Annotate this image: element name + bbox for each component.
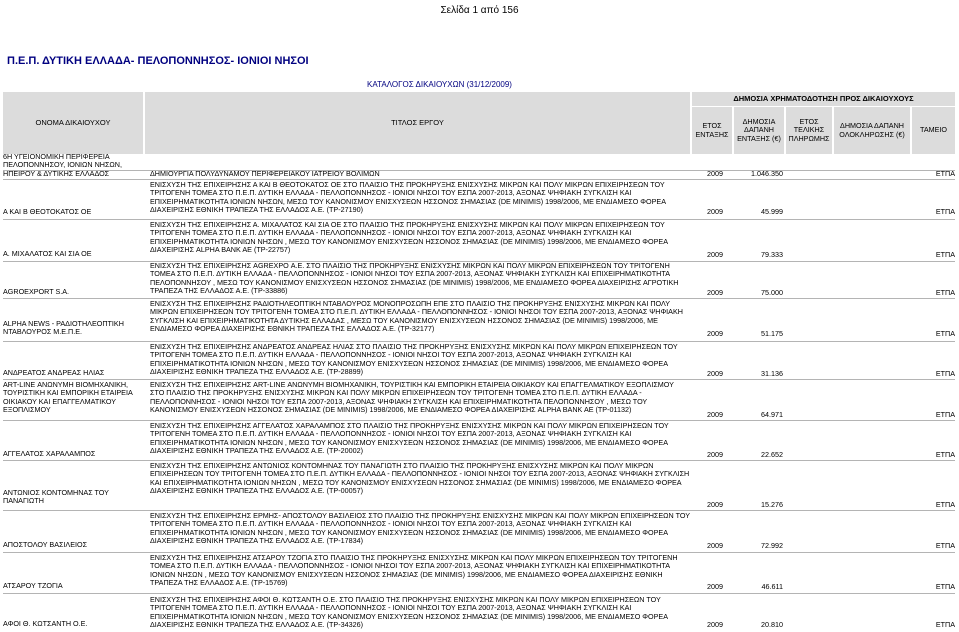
public-expense: 51.175 (761, 329, 783, 338)
fund-label: ΕΤΠΑ (935, 582, 955, 591)
column-header-project: ΤΙΤΛΟΣ ΕΡΓΟΥ (145, 92, 690, 154)
fund-label: ΕΤΠΑ (935, 410, 955, 419)
public-expense: 20.810 (761, 620, 783, 629)
beneficiary-name: ΑΤΣΑΡΟΥ ΤΖΟΓΙΑ (3, 581, 63, 590)
beneficiary-name: ALPHA NEWS - ΡΑΔΙΟΤΗΛΕΟΠΤΙΚΗ ΝΤΑΒΛΟΥΡΟΣ Μ.Ε.Π.Ε. (3, 319, 124, 337)
beneficiary-name: ΑΓΓΕΛΑΤΟΣ ΧΑΡΑΛΑΜΠΟΣ (3, 449, 96, 458)
public-expense: 31.136 (761, 369, 783, 378)
beneficiary-name: ART-LINE ΑΝΩΝΥΜΗ ΒΙΟΜΗΧΑΝΙΚΗ, ΤΟΥΡΙΣΤΙΚΗ ΚΑΙ ΕΜΠΟΡΙΚΗ ΕΤΑΙΡΕΙΑ ΟΙΚΙΑΚΟΥ ΚΑΙ ΕΠΑΓΓΕΛΜΑΤΙΚΟΥ ΕΞΟΠΛΙΣΜΟΥ (3, 380, 133, 415)
project-title: ΕΝΙΣΧΥΣΗ ΤΗΣ ΕΠΙΧΕΙΡΗΣΗΣ ΕΡΜΗΣ- ΑΠΟΣΤΟΛΟΥ ΒΑΣΙΛΕΙΟΣ ΣΤΟ ΠΛΑΙΣΙΟ ΤΗΣ ΠΡΟΚΗΡΥΞΗΣ ΕΝΙΣΧΥΣΗΣ ΜΙΚΡΩΝ ΚΑΙ ΠΟΛΥ ΜΙΚΡΩΝ ΕΠΙΧΕΙΡΗΣΕΩΝ ΤΟΥ ΤΡΙΤΟΓΕΝΗ ΤΟΜΕΑ ΣΤΟ Π.Ε.Π. ΔΥΤΙΚΗ ΕΛΛΑΔΑ - ΠΕΛΛΟΠΟΝΝΗΣΟΣ - ΙΟΝΙΟΙ ΝΗΣΟΙ ΤΟΥ ΕΣΠΑ 2007-2013, ΑΞΟΝΑΣ ΨΗΦΙΑΚΗ ΣΥΓΚΛΙΣΗ ΚΑΙ ΕΠΙΧΕΙΡΗΜΑΤΙΚΟΤΗΤΑ ΙΟΝΙΩΝ ΝΗΣΩΝ , ΜΕΣΩ ΤΟΥ ΚΑΝΟΝΙΣΜΟΥ ΕΝΙΣΧΥΣΕΩΝ ΗΣΣΟΝΟΣ ΣΗΜΑΣΙΑΣ (DE MINIMIS) 1998/2006, ΜΕ ΕΝΔΙΑΜΕΣΟ ΦΟΡΕΑ ΔΙΑΧΕΙΡΙΣΗΣ ΕΘΝΙΚΗ ΤΡΑΠΕΖΑ ΤΗΣ ΕΛΛΑΔΟΣ Α.Ε. (ΤΡ-17834) (150, 511, 690, 546)
public-expense: 15.276 (761, 500, 783, 509)
inclusion-year: 2009 (707, 169, 723, 178)
project-title: ΕΝΙΣΧΥΣΗ ΤΗΣ ΕΠΙΧΕΙΡΗΣΗΣ ART-LINE ΑΝΩΝΥΜΗ ΒΙΟΜΗΧΑΝΙΚΗ, ΤΟΥΡΙΣΤΙΚΗ ΚΑΙ ΕΜΠΟΡΙΚΗ ΕΤΑΙΡΕΙΑ ΟΙΚΙΑΚΟΥ ΚΑΙ ΕΠΑΓΓΕΛΜΑΤΙΚΟΥ ΕΞΟΠΛΙΣΜΟΥ ΣΤΟ ΠΛΑΙΣΙΟ ΤΗΣ ΠΡΟΚΗΡΥΞΗΣ ΕΝΙΣΧΥΣΗΣ ΜΙΚΡΩΝ ΚΑΙ ΠΟΛΥ ΜΙΚΡΩΝ ΕΠΙΧΕΙΡΗΣΕΩΝ ΤΟΥ ΤΡΙΤΟΓΕΝΗ ΤΟΜΕΑ ΣΤΟ Π.Ε.Π. ΔΥΤΙΚΗ ΕΛΛΑΔΑ - ΠΕΛΛΟΠΟΝΝΗΣΟΣ - ΙΟΝΙΟΙ ΝΗΣΟΙ ΤΟΥ ΕΣΠΑ 2007-2013, ΑΞΟΝΑΣ ΨΗΦΙΑΚΗ ΣΥΓΚΛΙΣΗ ΚΑΙ ΕΠΙΧΕΙΡΗΜΑΤΙΚΟΤΗΤΑ ΠΕΛΟΠΟΝΝΗΣΟΥ , ΜΕΣΩ ΤΟΥ ΚΑΝΟΝΙΣΜΟΥ ΕΝΙΣΧΥΣΕΩΝ ΗΣΣΟΝΟΣ ΣΗΜΑΣΙΑΣ (DE MINIMIS) 1998/2006, ΜΕ ΕΝΔΙΑΜΕΣΟ ΦΟΡΕΑ ΔΙΑΧΕΙΡΙΣΗΣ ALPHA BANK AE (ΤΡ-01132) (150, 380, 674, 415)
public-expense: 22.652 (761, 450, 783, 459)
fund-label: ΕΤΠΑ (935, 620, 955, 629)
inclusion-year: 2009 (707, 582, 723, 591)
beneficiary-name: ΑΦΟΙ Θ. ΚΩΤΣΑΝΤΗ Ο.Ε. (3, 619, 88, 628)
fund-label: ΕΤΠΑ (935, 450, 955, 459)
column-header-year-inclusion: ΕΤΟΣ ΕΝΤΑΞΗΣ (692, 107, 732, 154)
fund-label: ΕΤΠΑ (935, 250, 955, 259)
beneficiary-name: ΑΝΤΩΝΙΟΣ ΚΟΝΤΟΜΗΝΑΣ ΤΟΥ ΠΑΝΑΓΙΩΤΗ (3, 488, 109, 506)
project-title: ΕΝΙΣΧΥΣΗ ΤΗΣ ΕΠΙΧΕΙΡΗΣΗΣ ΑΝΤΩΝΙΟΣ ΚΟΝΤΟΜΗΝΑΣ ΤΟΥ ΠΑΝΑΓΙΩΤΗ ΣΤΟ ΠΛΑΙΣΙΟ ΤΗΣ ΠΡΟΚΗΡΥΞΗΣ ΕΝΙΣΧΥΣΗΣ ΜΙΚΡΩΝ ΚΑΙ ΠΟΛΥ ΜΙΚΡΩΝ ΕΠΙΧΕΙΡΗΣΕΩΝ ΤΟΥ ΤΡΙΤΟΓΕΝΗ ΤΟΜΕΑ ΣΤΟ Π.Ε.Π. ΔΥΤΙΚΗ ΕΛΛΑΔΑ - ΠΕΛΛΟΠΟΝΝΗΣΟΣ - ΙΟΝΙΟΙ ΝΗΣΟΙ ΤΟΥ ΕΣΠΑ 2007-2013, ΑΞΟΝΑΣ ΨΗΦΙΑΚΗ ΣΥΓΚΛΙΣΗ ΚΑΙ ΕΠΙΧΕΙΡΗΜΑΤΙΚΟΤΗΤΑ ΙΟΝΙΩΝ ΝΗΣΩΝ , ΜΕΣΩ ΤΟΥ ΚΑΝΟΝΙΣΜΟΥ ΕΝΙΣΧΥΣΕΩΝ ΗΣΣΟΝΟΣ ΣΗΜΑΣΙΑΣ (DE MINIMIS) 1998/2006, ΜΕ ΕΝΔΙΑΜΕΣΟ ΦΟΡΕΑ ΔΙΑΧΕΙΡΙΣΗΣ ΕΘΝΙΚΗ ΤΡΑΠΕΖΑ ΤΗΣ ΕΛΛΑΔΟΣ Α.Ε. (ΤΡ-00057) (150, 461, 690, 496)
project-title: ΕΝΙΣΧΥΣΗ ΤΗΣ ΕΠΙΧΕΙΡΗΣΗΣ AGREXPO Α.Ε. ΣΤΟ ΠΛΑΙΣΙΟ ΤΗΣ ΠΡΟΚΗΡΥΞΗΣ ΕΝΙΣΧΥΣΗΣ ΜΙΚΡΩΝ ΚΑΙ ΠΟΛΥ ΜΙΚΡΩΝ ΕΠΙΧΕΙΡΗΣΕΩΝ ΤΟΥ ΤΡΙΤΟΓΕΝΗ ΤΟΜΕΑ ΣΤΟ Π.Ε.Π. ΔΥΤΙΚΗ ΕΛΛΑΔΑ - ΠΕΛΛΟΠΟΝΝΗΣΟΣ - ΙΟΝΙΟΙ ΝΗΣΟΙ ΤΟΥ ΕΣΠΑ 2007-2013, ΑΞΟΝΑΣ ΨΗΦΙΑΚΗ ΣΥΓΚΛΙΣΗ ΚΑΙ ΕΠΙΧΕΙΡΗΜΑΤΙΚΟΤΗΤΑ ΠΕΛΟΠΟΝΝΗΣΟΥ , ΜΕΣΩ ΤΟΥ ΚΑΝΟΝΙΣΜΟΥ ΕΝΙΣΧΥΣΕΩΝ ΗΣΣΟΝΟΣ ΣΗΜΑΣΙΑΣ (DE MINIMIS) 1998/2006, ΜΕ ΕΝΔΙΑΜΕΣΟ ΦΟΡΕΑ ΔΙΑΧΕΙΡΙΣΗΣ ΑΓΡΟΤΙΚΗ ΤΡΑΠΕΖΑ ΤΗΣ ΕΛΛΑΔΟΣ Α.Ε. (ΤΡ-33886) (150, 261, 679, 296)
column-header-fund: ΤΑΜΕΙΟ (912, 107, 955, 154)
row-divider (3, 593, 955, 594)
inclusion-year: 2009 (707, 500, 723, 509)
project-title: ΕΝΙΣΧΥΣΗ ΤΗΣ ΕΠΙΧΕΙΡΗΣΗΣ ΑΝΔΡΕΑΤΟΣ ΑΝΔΡΕΑΣ ΗΛΙΑΣ ΣΤΟ ΠΛΑΙΣΙΟ ΤΗΣ ΠΡΟΚΗΡΥΞΗΣ ΕΝΙΣΧΥΣΗΣ ΜΙΚΡΩΝ ΚΑΙ ΠΟΛΥ ΜΙΚΡΩΝ ΕΠΙΧΕΙΡΗΣΕΩΝ ΤΟΥ ΤΡΙΤΟΓΕΝΗ ΤΟΜΕΑ ΣΤΟ Π.Ε.Π. ΔΥΤΙΚΗ ΕΛΛΑΔΑ - ΠΕΛΛΟΠΟΝΝΗΣΟΣ - ΙΟΝΙΟΙ ΝΗΣΟΙ ΤΟΥ ΕΣΠΑ 2007-2013, ΑΞΟΝΑΣ ΨΗΦΙΑΚΗ ΣΥΓΚΛΙΣΗ ΚΑΙ ΕΠΙΧΕΙΡΗΜΑΤΙΚΟΤΗΤΑ ΙΟΝΙΩΝ ΝΗΣΩΝ , ΜΕΣΩ ΤΟΥ ΚΑΝΟΝΙΣΜΟΥ ΕΝΙΣΧΥΣΕΩΝ ΗΣΣΟΝΟΣ ΣΗΜΑΣΙΑΣ (DE MINIMIS) 1998/2006, ΜΕ ΕΝΔΙΑΜΕΣΟ ΦΟΡΕΑ ΔΙΑΧΕΙΡΙΣΗΣ ΕΘΝΙΚΗ ΤΡΑΠΕΖΑ ΤΗΣ ΕΛΛΑΔΟΣ Α.Ε. (ΤΡ-28899) (150, 342, 678, 377)
inclusion-year: 2009 (707, 288, 723, 297)
beneficiary-name: Α ΚΑΙ Β ΘΕΟΤΟΚΑΤΟΣ ΟΕ (3, 207, 92, 216)
public-expense: 1.046.350 (751, 169, 783, 178)
beneficiary-name: Α. ΜΙΧΑΛΑΤΟΣ ΚΑΙ ΣΙΑ ΟΕ (3, 249, 92, 258)
inclusion-year: 2009 (707, 450, 723, 459)
project-title: ΔΗΜΙΟΥΡΓΙΑ ΠΟΛΥΔΥΝΑΜΟΥ ΠΕΡΙΦΕΡΕΙΑΚΟΥ ΙΑΤΡΕΙΟΥ ΒΟΛΙΜΩΝ (150, 169, 380, 178)
inclusion-year: 2009 (707, 207, 723, 216)
inclusion-year: 2009 (707, 369, 723, 378)
public-expense: 45.999 (761, 207, 783, 216)
column-header-final-payment-year: ΕΤΟΣ ΤΕΛΙΚΗΣ ΠΛΗΡΩΜΗΣ (786, 107, 832, 154)
inclusion-year: 2009 (707, 250, 723, 259)
inclusion-year: 2009 (707, 541, 723, 550)
column-header-expense-completion: ΔΗΜΟΣΙΑ ΔΑΠΑΝΗ ΟΛΟΚΛΗΡΩΣΗΣ (€) (834, 107, 910, 154)
project-title: ΕΝΙΣΧΥΣΗ ΤΗΣ ΕΠΙΧΕΙΡΗΣΗΣ Α ΚΑΙ Β ΘΕΟΤΟΚΑΤΟΣ ΟΕ ΣΤΟ ΠΛΑΙΣΙΟ ΤΗΣ ΠΡΟΚΗΡΥΞΗΣ ΕΝΙΣΧΥΣΗΣ ΜΙΚΡΩΝ ΚΑΙ ΠΟΛΥ ΜΙΚΡΩΝ ΕΠΙΧΕΙΡΗΣΕΩΝ ΤΟΥ ΤΡΙΤΟΓΕΝΗ ΤΟΜΕΑ ΣΤΟ Π.Ε.Π. ΔΥΤΙΚΗ ΕΛΛΑΔΑ - ΠΕΛΛΟΠΟΝΝΗΣΟΣ - ΙΟΝΙΟΙ ΝΗΣΟΙ ΤΟΥ ΕΣΠΑ 2007-2013, ΑΞΟΝΑΣ ΨΗΦΙΑΚΗ ΣΥΓΚΛΙΣΗ ΚΑΙ ΕΠΙΧΕΙΡΗΜΑΤΙΚΟΤΗΤΑ ΙΟΝΙΩΝ ΝΗΣΩΝ, ΜΕΣΩ ΤΟΥ ΚΑΝΟΝΙΣΜΟΥ ΕΝΙΣΧΥΣΕΩΝ ΗΣΣΟΝΟΣ ΣΗΜΑΣΙΑΣ (DE MINIMIS) 1998/2006, ΜΕ ΕΝΔΙΑΜΕΣΟ ΦΟΡΕΑ ΔΙΑΧΕΙΡΙΣΗΣ ΕΘΝΙΚΗ ΤΡΑΠΕΖΑ ΤΗΣ ΕΛΛΑΔΟΣ Α.Ε. (ΤΡ-27190) (150, 180, 666, 215)
public-expense: 75.000 (761, 288, 783, 297)
fund-label: ΕΤΠΑ (935, 541, 955, 550)
fund-label: ΕΤΠΑ (935, 369, 955, 378)
beneficiary-name: ΑΠΟΣΤΟΛΟΥ ΒΑΣΙΛΕΙΟΣ (3, 540, 88, 549)
beneficiary-name: ΑΝΔΡΕΑΤΟΣ ΑΝΔΡΕΑΣ ΗΛΙΑΣ (3, 368, 105, 377)
public-expense: 72.992 (761, 541, 783, 550)
region-title: Π.Ε.Π. ΔΥΤΙΚΗ ΕΛΛΑΔΑ- ΠΕΛΟΠΟΝΝΗΣΟΣ- ΙΟΝΙΟΙ ΝΗΣΟΙ (7, 55, 309, 67)
public-expense: 64.971 (761, 410, 783, 419)
inclusion-year: 2009 (707, 620, 723, 629)
inclusion-year: 2009 (707, 329, 723, 338)
beneficiary-name: 6Η ΥΓΕΙΟΝΟΜΙΚΗ ΠΕΡΙΦΕΡΕΙΑ ΠΕΛΟΠΟΝΝΗΣΟΥ, ΙΟΝΙΩΝ ΝΗΣΩΝ, ΗΠΕΙΡΟΥ & ΔΥΤΙΚΗΣ ΕΛΛΑΔΟΣ (3, 152, 122, 178)
project-title: ΕΝΙΣΧΥΣΗ ΤΗΣ ΕΠΙΧΕΙΡΗΣΗΣ ΑΦΟΙ Θ. ΚΩΤΣΑΝΤΗ Ο.Ε. ΣΤΟ ΠΛΑΙΣΙΟ ΤΗΣ ΠΡΟΚΗΡΥΞΗΣ ΕΝΙΣΧΥΣΗΣ ΜΙΚΡΩΝ ΚΑΙ ΠΟΛΥ ΜΙΚΡΩΝ ΕΠΙΧΕΙΡΗΣΕΩΝ ΤΟΥ ΤΡΙΤΟΓΕΝΗ ΤΟΜΕΑ ΣΤΟ Π.Ε.Π. ΔΥΤΙΚΗ ΕΛΛΑΔΑ - ΠΕΛΛΟΠΟΝΝΗΣΟΣ - ΙΟΝΙΟΙ ΝΗΣΟΙ ΤΟΥ ΕΣΠΑ 2007-2013, ΑΞΟΝΑΣ ΨΗΦΙΑΚΗ ΣΥΓΚΛΙΣΗ ΚΑΙ ΕΠΙΧΕΙΡΗΜΑΤΙΚΟΤΗΤΑ ΙΟΝΙΩΝ ΝΗΣΩΝ , ΜΕΣΩ ΤΟΥ ΚΑΝΟΝΙΣΜΟΥ ΕΝΙΣΧΥΣΕΩΝ ΗΣΣΟΝΟΣ ΣΗΜΑΣΙΑΣ (DE MINIMIS) 1998/2006, ΜΕ ΕΝΔΙΑΜΕΣΟ ΦΟΡΕΑ ΔΙΑΧΕΙΡΙΣΗΣ ΕΘΝΙΚΗ ΤΡΑΠΕΖΑ ΤΗΣ ΕΛΛΑΔΟΣ Α.Ε. (ΤΡ-34326) (150, 595, 668, 630)
project-title: ΕΝΙΣΧΥΣΗ ΤΗΣ ΕΠΙΧΕΙΡΗΣΗΣ ΑΓΓΕΛΑΤΟΣ ΧΑΡΑΛΑΜΠΟΣ ΣΤΟ ΠΛΑΙΣΙΟ ΤΗΣ ΠΡΟΚΗΡΥΞΗΣ ΕΝΙΣΧΥΣΗΣ ΜΙΚΡΩΝ ΚΑΙ ΠΟΛΥ ΜΙΚΡΩΝ ΕΠΙΧΕΙΡΗΣΕΩΝ ΤΟΥ ΤΡΙΤΟΓΕΝΗ ΤΟΜΕΑ ΣΤΟ Π.Ε.Π. ΔΥΤΙΚΗ ΕΛΛΑΔΑ - ΠΕΛΛΟΠΟΝΝΗΣΟΣ - ΙΟΝΙΟΙ ΝΗΣΟΙ ΤΟΥ ΕΣΠΑ 2007-2013, ΑΞΟΝΑΣ ΨΗΦΙΑΚΗ ΣΥΓΚΛΙΣΗ ΚΑΙ ΕΠΙΧΕΙΡΗΜΑΤΙΚΟΤΗΤΑ ΙΟΝΙΩΝ ΝΗΣΩΝ , ΜΕΣΩ ΤΟΥ ΚΑΝΟΝΙΣΜΟΥ ΕΝΙΣΧΥΣΕΩΝ ΗΣΣΟΝΟΣ ΣΗΜΑΣΙΑΣ (DE MINIMIS) 1998/2006, ΜΕ ΕΝΔΙΑΜΕΣΟ ΦΟΡΕΑ ΔΙΑΧΕΙΡΙΣΗΣ ΕΘΝΙΚΗ ΤΡΑΠΕΖΑ ΤΗΣ ΕΛΛΑΔΟΣ Α.Ε. (ΤΡ-20002) (150, 421, 669, 456)
project-title: ΕΝΙΣΧΥΣΗ ΤΗΣ ΕΠΙΧΕΙΡΗΣΗΣ ΡΑΔΙΟΤΗΛΕΟΠΤΙΚΗ ΝΤΑΒΛΟΥΡΟΣ ΜΟΝΟΠΡΟΣΩΠΗ ΕΠΕ ΣΤΟ ΠΛΑΙΣΙΟ ΤΗΣ ΠΡΟΚΗΡΥΞΗΣ ΕΝΙΣΧΥΣΗΣ ΜΙΚΡΩΝ ΚΑΙ ΠΟΛΥ ΜΙΚΡΩΝ ΕΠΙΧΕΙΡΗΣΕΩΝ ΤΟΥ ΤΡΙΤΟΓΕΝΗ ΤΟΜΕΑ ΣΤΟ Π.Ε.Π. ΔΥΤΙΚΗ ΕΛΛΑΔΑ - ΠΕΛΛΟΠΟΝΝΗΣΟΣ - ΙΟΝΙΟΙ ΝΗΣΟΙ ΤΟΥ ΕΣΠΑ 2007-2013, ΑΞΟΝΑΣ ΨΗΦΙΑΚΗ ΣΥΓΚΛΙΣΗ ΚΑΙ ΕΠΙΧΕΙΡΗΜΑΤΙΚΟΤΗΤΑ ΔΥΤΙΚΗΣ ΕΛΛΑΔΑΣ , ΜΕΣΩ ΤΟΥ ΚΑΝΟΝΙΣΜΟΥ ΕΝΙΣΧΥΣΕΩΝ ΗΣΣΟΝΟΣ ΣΗΜΑΣΙΑΣ (DE MINIMIS) 1998/2006, ΜΕ ΕΝΔΙΑΜΕΣΟ ΦΟΡΕΑ ΔΙΑΧΕΙΡΙΣΗΣ ΕΘΝΙΚΗ ΤΡΑΠΕΖΑ ΤΗΣ ΕΛΛΑΔΟΣ Α.Ε. (ΤΡ-32177) (150, 299, 683, 334)
project-title: ΕΝΙΣΧΥΣΗ ΤΗΣ ΕΠΙΧΕΙΡΗΣΗΣ ΑΤΣΑΡΟΥ ΤΖΟΓΙΑ ΣΤΟ ΠΛΑΙΣΙΟ ΤΗΣ ΠΡΟΚΗΡΥΞΗΣ ΕΝΙΣΧΥΣΗΣ ΜΙΚΡΩΝ ΚΑΙ ΠΟΛΥ ΜΙΚΡΩΝ ΕΠΙΧΕΙΡΗΣΕΩΝ ΤΟΥ ΤΡΙΤΟΓΕΝΗ ΤΟΜΕΑ ΣΤΟ Π.Ε.Π. ΔΥΤΙΚΗ ΕΛΛΑΔΑ - ΠΕΛΛΟΠΟΝΝΗΣΟΣ - ΙΟΝΙΟΙ ΝΗΣΟΙ ΤΟΥ ΕΣΠΑ 2007-2013, ΑΞΟΝΑΣ ΨΗΦΙΑΚΗ ΣΥΓΚΛΙΣΗ ΚΑΙ ΕΠΙΧΕΙΡΗΜΑΤΙΚΟΤΗΤΑ ΙΟΝΙΩΝ ΝΗΣΩΝ , ΜΕΣΩ ΤΟΥ ΚΑΝΟΝΙΣΜΟΥ ΕΝΙΣΧΥΣΕΩΝ ΗΣΣΟΝΟΣ ΣΗΜΑΣΙΑΣ (DE MINIMIS) 1998/2006, ΜΕ ΕΝΔΙΑΜΕΣΟ ΦΟΡΕΑ ΔΙΑΧΕΙΡΙΣΗΣ ΕΘΝΙΚΗ ΤΡΑΠΕΖΑ ΤΗΣ ΕΛΛΑΔΟΣ Α.Ε. (ΤΡ-15769) (150, 553, 678, 588)
page-number: Σελίδα 1 από 156 (440, 5, 519, 16)
inclusion-year: 2009 (707, 410, 723, 419)
column-header-beneficiary: ΟΝΟΜΑ ΔΙΚΑΙΟΥΧΟΥ (3, 92, 143, 154)
fund-label: ΕΤΠΑ (935, 288, 955, 297)
column-header-expense-inclusion: ΔΗΜΟΣΙΑ ΔΑΠΑΝΗ ΕΝΤΑΞΗΣ (€) (734, 107, 784, 154)
fund-label: ΕΤΠΑ (935, 169, 955, 178)
public-expense: 79.333 (761, 250, 783, 259)
fund-label: ΕΤΠΑ (935, 500, 955, 509)
fund-label: ΕΤΠΑ (935, 329, 955, 338)
catalog-title: ΚΑΤΑΛΟΓΟΣ ΔΙΚΑΙΟΥΧΩΝ (31/12/2009) (367, 80, 512, 90)
project-title: ΕΝΙΣΧΥΣΗ ΤΗΣ ΕΠΙΧΕΙΡΗΣΗΣ Α. ΜΙΧΑΛΑΤΟΣ ΚΑΙ ΣΙΑ ΟΕ ΣΤΟ ΠΛΑΙΣΙΟ ΤΗΣ ΠΡΟΚΗΡΥΞΗΣ ΕΝΙΣΧΥΣΗΣ ΜΙΚΡΩΝ ΚΑΙ ΠΟΛΥ ΜΙΚΡΩΝ ΕΠΙΧΕΙΡΗΣΕΩΝ ΤΟΥ ΤΡΙΤΟΓΕΝΗ ΤΟΜΕΑ ΣΤΟ Π.Ε.Π. ΔΥΤΙΚΗ ΕΛΛΑΔΑ - ΠΕΛΛΟΠΟΝΝΗΣΟΣ - ΙΟΝΙΟΙ ΝΗΣΟΙ ΤΟΥ ΕΣΠΑ 2007-2013, ΑΞΟΝΑΣ ΨΗΦΙΑΚΗ ΣΥΓΚΛΙΣΗ ΚΑΙ ΕΠΙΧΕΙΡΗΜΑΤΙΚΟΤΗΤΑ ΙΟΝΙΩΝ ΝΗΣΩΝ , ΜΕΣΩ ΤΟΥ ΚΑΝΟΝΙΣΜΟΥ ΕΝΙΣΧΥΣΕΩΝ ΗΣΣΟΝΟΣ ΣΗΜΑΣΙΑΣ (DE MINIMIS) 1998/2006, ΜΕ ΕΝΔΙΑΜΕΣΟ ΦΟΡΕΑ ΔΙΑΧΕΙΡΙΣΗΣ ALPHA BANK AE (ΤΡ-22757) (150, 220, 668, 255)
public-expense: 46.611 (761, 582, 783, 591)
financing-header: ΔΗΜΟΣΙΑ ΧΡΗΜΑΤΟΔΟΤΗΣΗ ΠΡΟΣ ΔΙΚΑΙΟΥΧΟΥΣ (692, 92, 955, 106)
fund-label: ΕΤΠΑ (935, 207, 955, 216)
beneficiary-name: AGROEXPORT S.A. (3, 287, 70, 296)
